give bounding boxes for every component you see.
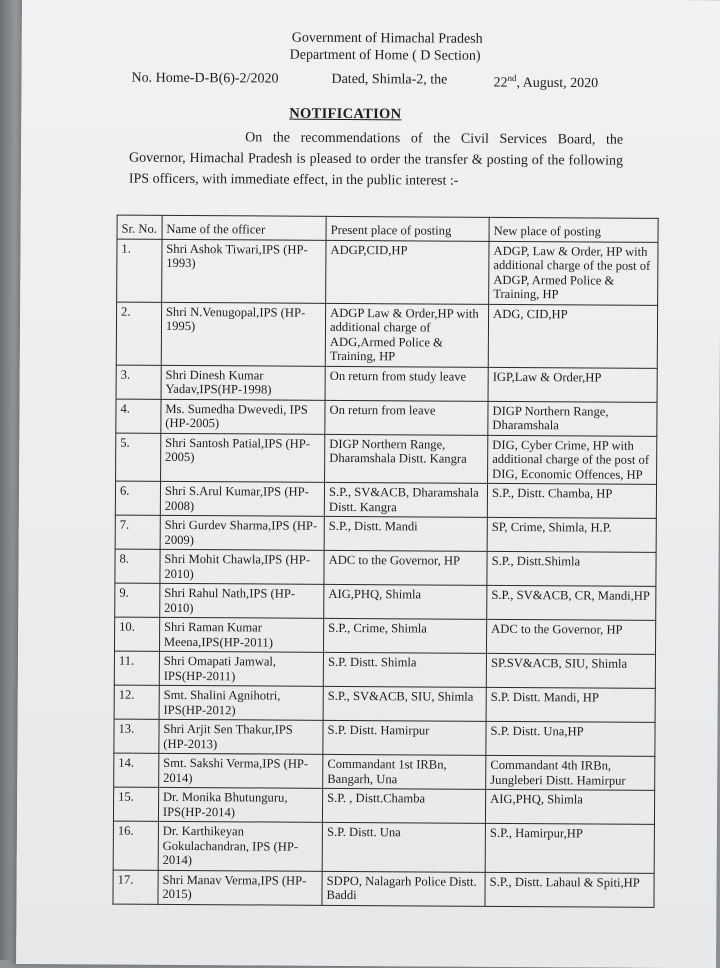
new-posting-cell: S.P., Distt. Chamba, HP (487, 483, 656, 518)
officer-name-cell: Shri Gurdev Sharma,IPS (HP-2009) (160, 515, 324, 550)
new-posting-cell: ADGP, Law & Order, HP with additional charge of the post of ADGP, Armed Police & Training, HP (489, 241, 658, 305)
new-posting-cell: S.P., Distt. Lahaul & Spiti,HP (485, 872, 654, 907)
present-posting-cell: On return from study leave (325, 366, 488, 401)
new-posting-cell: IGP,Law & Order,HP (488, 367, 657, 402)
notification-intro (129, 127, 623, 193)
table-row (113, 870, 654, 907)
new-posting-cell: AIG,PHQ, Shimla (486, 789, 655, 824)
table-row (115, 515, 656, 552)
notification-page (16, 0, 720, 968)
table-row (115, 617, 656, 654)
new-posting-cell: SP, Crime, Shimla, H.P. (487, 517, 656, 552)
sr-cell: 4. (116, 399, 161, 433)
table-row (115, 481, 656, 518)
date-day: 22 (493, 75, 508, 91)
header-sr-no: Sr. No. (117, 215, 162, 239)
table-row (115, 549, 656, 586)
present-posting-cell: ADGP Law & Order,HP with additional charge of ADG,Armed Police & Training, HP (325, 303, 488, 367)
table-row (114, 753, 655, 790)
table-row (116, 399, 657, 436)
officer-name-cell: Shri Raman Kumar Meena,IPS(HP-2011) (159, 617, 323, 652)
new-posting-cell: DIG, Cyber Crime, HP with additional charge of the post of DIG, Economic Offences, HP (488, 435, 657, 485)
sr-cell: 17. (113, 870, 158, 904)
present-posting-cell: DIGP Northern Range, Dharamshala Distt. Kangra (325, 434, 488, 483)
table-header-row (117, 215, 658, 242)
present-posting-cell: ADC to the Governor, HP (324, 550, 487, 585)
present-posting-cell: S.P., Distt. Mandi (324, 516, 487, 551)
sr-cell: 16. (113, 821, 158, 870)
sr-cell: 13. (114, 719, 159, 753)
new-posting-cell: SP.SV&ACB, SIU, Shimla (486, 653, 655, 688)
new-posting-cell: ADG, CID,HP (488, 304, 657, 368)
intro-text: On the recommendations of the Civil Services Board, the Governor, Himachal Pradesh is pleased to order the transfer & posting of the following IPS officers, with immediate effect, in the public interest :- (128, 130, 624, 189)
notification-date (493, 73, 598, 92)
present-posting-cell: S.P., SV&ACB, SIU, Shimla (323, 686, 486, 721)
sr-cell: 3. (116, 365, 161, 399)
new-posting-cell: DIGP Northern Range, Dharamshala (488, 401, 657, 436)
present-posting-cell: S.P. Distt. Una (322, 822, 485, 871)
present-posting-cell: S.P. , Distt.Chamba (323, 788, 486, 823)
officer-name-cell: Shri Mohit Chawla,IPS (HP-2010) (160, 549, 324, 584)
sr-cell: 10. (115, 617, 160, 651)
table-row (114, 685, 655, 722)
table-row (116, 365, 657, 402)
officer-name-cell: Ms. Sumedha Dwevedi, IPS (HP-2005) (161, 399, 325, 434)
officer-name-cell: Shri Omapati Jamwal, IPS(HP-2011) (159, 651, 323, 686)
officer-name-cell: Shri Santosh Patial,IPS (HP-2005) (160, 433, 324, 483)
new-posting-cell: S.P. Distt. Una,HP (486, 721, 655, 756)
new-posting-cell: S.P. Distt. Mandi, HP (486, 687, 655, 722)
sr-cell: 6. (115, 481, 160, 515)
sr-cell: 1. (117, 239, 162, 302)
sr-cell: 8. (115, 549, 160, 583)
notification-title: NOTIFICATION (289, 105, 402, 123)
department-name: Department of Home ( D Section) (289, 47, 481, 64)
present-posting-cell: ADGP,CID,HP (326, 240, 489, 304)
table-row (115, 583, 656, 620)
table-row (113, 787, 654, 824)
officer-name-cell: Shri N.Venugopal,IPS (HP-1995) (161, 302, 326, 366)
present-posting-cell: S.P. Distt. Shimla (323, 652, 486, 687)
header-present-posting: Present place of posting (326, 216, 489, 240)
dated-label: Dated, Shimla-2, the (331, 71, 448, 88)
officer-name-cell: Shri Rahul Nath,IPS (HP-2010) (160, 583, 324, 618)
sr-cell: 7. (115, 515, 160, 549)
reference-line (131, 70, 652, 92)
present-posting-cell: On return from leave (325, 400, 488, 435)
table-row (116, 433, 657, 485)
reference-number: No. Home-D-B(6)-2/2020 (131, 70, 279, 87)
present-posting-cell: S.P., SV&ACB, Dharamshala Distt. Kangra (324, 482, 487, 517)
sr-cell: 2. (116, 302, 161, 365)
government-name: Government of Himachal Pradesh (291, 30, 483, 47)
officer-name-cell: Dr. Karthikeyan Gokulachandran, IPS (HP-2014) (158, 821, 322, 871)
date-month-year: , August, 2020 (516, 75, 599, 92)
officer-name-cell: Shri S.Arul Kumar,IPS (HP-2008) (160, 481, 324, 516)
present-posting-cell: S.P., Crime, Shimla (324, 618, 487, 653)
present-posting-cell: S.P. Distt. Hamirpur (323, 720, 486, 755)
new-posting-cell: S.P., SV&ACB, CR, Mandi,HP (487, 585, 656, 620)
officer-name-cell: Shri Ashok Tiwari,IPS (HP-1993) (162, 239, 327, 303)
new-posting-cell: S.P., Distt.Shimla (487, 551, 656, 586)
table-row (117, 239, 658, 305)
header-officer-name: Name of the officer (162, 215, 326, 240)
transfer-table (112, 215, 658, 908)
new-posting-cell: ADC to the Governor, HP (487, 619, 656, 654)
sr-cell: 9. (115, 583, 160, 617)
table-row (114, 651, 655, 688)
officer-name-cell: Smt. Sakshi Verma,IPS (HP-2014) (159, 753, 323, 788)
officer-name-cell: Shri Arjit Sen Thakur,IPS (HP-2013) (159, 719, 323, 754)
header-new-posting: New place of posting (489, 217, 658, 242)
sr-cell: 11. (114, 651, 159, 685)
new-posting-cell: Commandant 4th IRBn, Jungleberi Distt. Hamirpur (486, 755, 655, 790)
present-posting-cell: SDPO, Nalagarh Police Distt. Baddi (322, 871, 485, 906)
table-row (113, 821, 654, 873)
date-day-suffix: nd (507, 72, 517, 84)
letterhead (289, 30, 552, 66)
officer-name-cell: Dr. Monika Bhutunguru, IPS(HP-2014) (158, 787, 322, 822)
new-posting-cell: S.P., Hamirpur,HP (485, 823, 654, 873)
sr-cell: 5. (116, 433, 161, 482)
officer-name-cell: Smt. Shalini Agnihotri, IPS(HP-2012) (159, 685, 323, 720)
officer-name-cell: Shri Manav Verma,IPS (HP-2015) (158, 870, 322, 905)
sr-cell: 14. (114, 753, 159, 787)
table-row (116, 302, 657, 368)
present-posting-cell: Commandant 1st IRBn, Bangarh, Una (323, 754, 486, 789)
sr-cell: 12. (114, 685, 159, 719)
present-posting-cell: AIG,PHQ, Shimla (324, 584, 487, 619)
table-row (114, 719, 655, 756)
officer-name-cell: Shri Dinesh Kumar Yadav,IPS(HP-1998) (161, 365, 325, 400)
sr-cell: 15. (113, 787, 158, 821)
